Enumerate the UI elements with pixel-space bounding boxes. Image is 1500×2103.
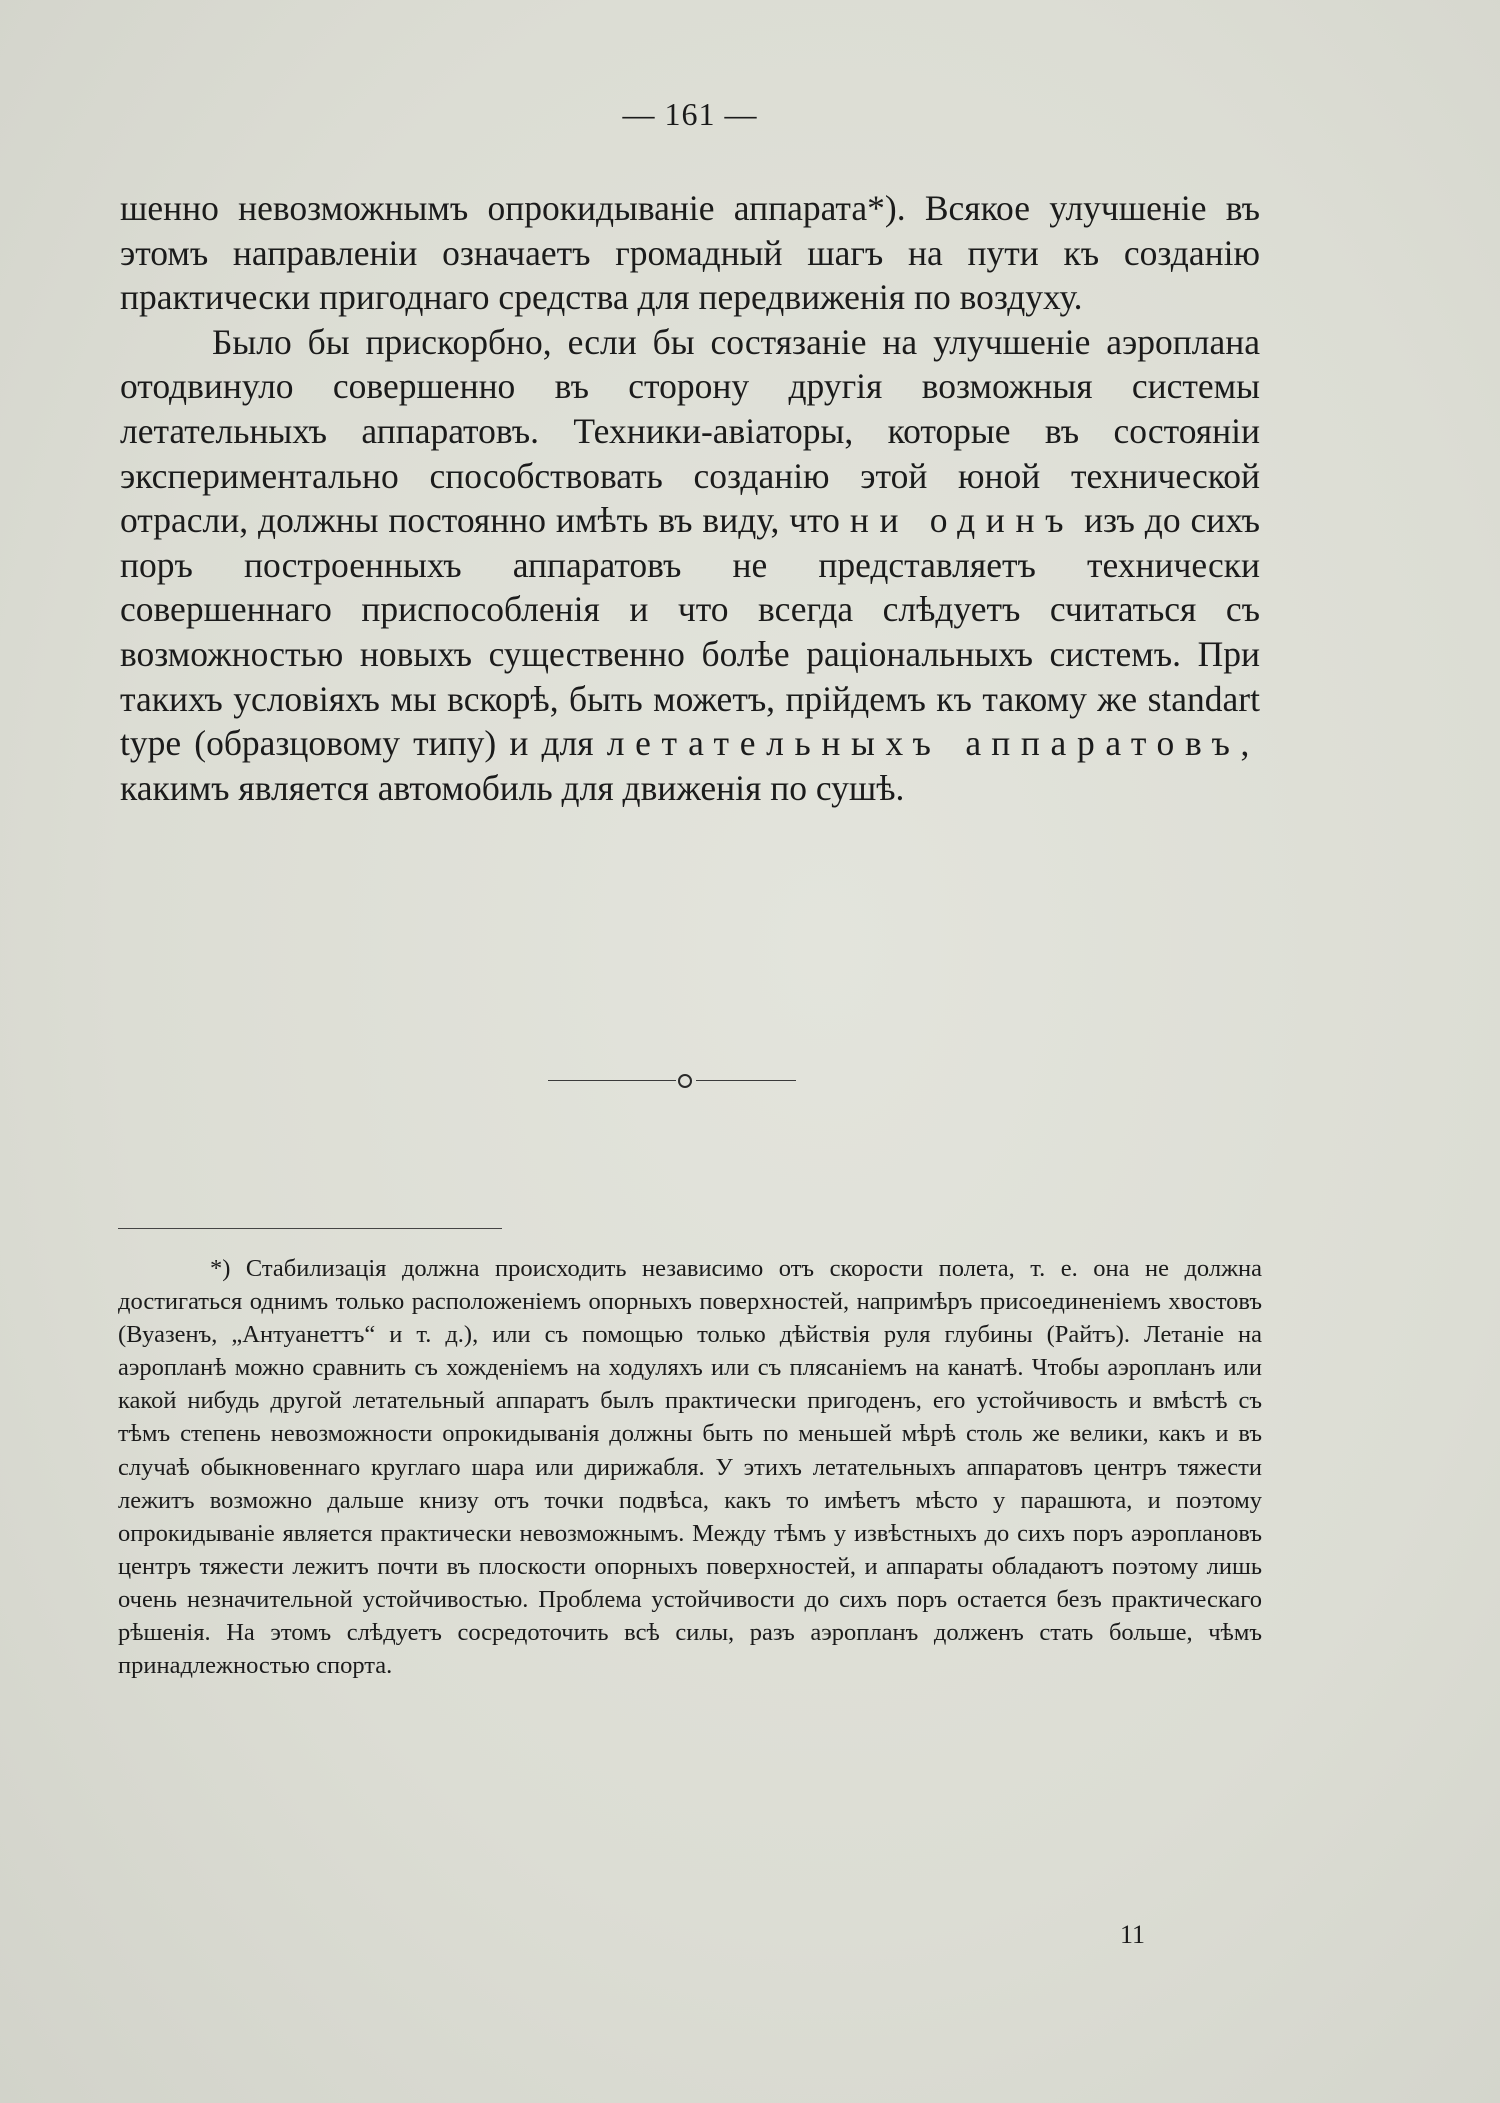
paragraph-2-text-c: какимъ является автомобиль для движенія по сушѣ. [120, 767, 905, 808]
paragraph-2 [120, 320, 1260, 811]
paragraph-2-text-a: Было бы прискорбно, если бы состязаніе на улучшеніе аэроплана отодвинуло совершенно въ сторону другія возможныя системы летательныхъ аппаратовъ. Техники-авіаторы, которые въ состояніи экспериментально способствовать созданію этой юной технической отрасли, должны постоянно имѣть въ виду, что [120, 321, 1260, 541]
divider-line-right [696, 1080, 796, 1081]
footnote [118, 1252, 1262, 1682]
emphasis-none: ни одинъ [849, 500, 1075, 541]
divider-line-left [548, 1080, 676, 1081]
section-divider [548, 1074, 848, 1088]
paragraph-2-text-b: изъ до сихъ поръ построенныхъ аппаратовъ не представляетъ технически совершеннаго приспособленія и что всегда слѣдуетъ считаться съ возможностью новыхъ существенно болѣе раціональныхъ системъ. При такихъ условіяхъ мы вскорѣ, быть можетъ, прійдемъ къ такому же standart type (образцовому типу) и для [120, 500, 1261, 764]
emphasis-flying-machines: летательныхъ аппаратовъ, [606, 723, 1261, 764]
footnote-rule [118, 1228, 502, 1229]
paragraph-1: шенно невозможнымъ опрокидываніе аппарата*). Всякое улучшеніе въ этомъ направленіи означаетъ громадный шагъ на пути къ созданію практически пригоднаго средства для передвиженія по воздуху. [120, 188, 1260, 318]
divider-ornament-icon [678, 1074, 692, 1088]
footnote-text: *) Стабилизація должна происходить независимо отъ скорости полета, т. е. она не должна достигаться однимъ только расположеніемъ опорныхъ поверхностей, напримѣръ присоединеніемъ хвостовъ (Вуазенъ, „Антуанеттъ“ и т. д.), или съ помощью только дѣйствія руля глубины (Райтъ). Летаніе на аэропланѣ можно сравнить съ хожденіемъ на ходуляхъ или съ плясаніемъ на канатѣ. Чтобы аэропланъ или какой нибудь другой летательный аппаратъ былъ практически пригоденъ, его устойчивость и вмѣстѣ съ тѣмъ степень невозможности опрокидыванія должны быть по меньшей мѣрѣ столь же велики, какъ и въ случаѣ обыкновеннаго круглаго шара или дирижабля. У этихъ летательныхъ аппаратовъ центръ тяжести лежитъ возможно дальше книзу отъ точки подвѣса, какъ то имѣетъ мѣсто у парашюта, и поэтому опрокидываніе является практически невозможнымъ. Между тѣмъ у извѣстныхъ до сихъ поръ аэроплановъ центръ тяжести лежитъ почти въ плоскости опорныхъ поверхностей, и аппараты обладаютъ поэтому лишь очень незначительной устойчивостью. Проблема устойчивости до сихъ поръ остается безъ практическаго рѣшенія. На этомъ слѣдуетъ сосредоточить всѣ силы, разъ аэропланъ долженъ стать больше, чѣмъ принадлежностью спорта. [118, 1255, 1262, 1680]
page-number: — 161 — [622, 96, 758, 132]
main-text [120, 186, 1260, 810]
signature-mark: 11 [1120, 1920, 1146, 1949]
